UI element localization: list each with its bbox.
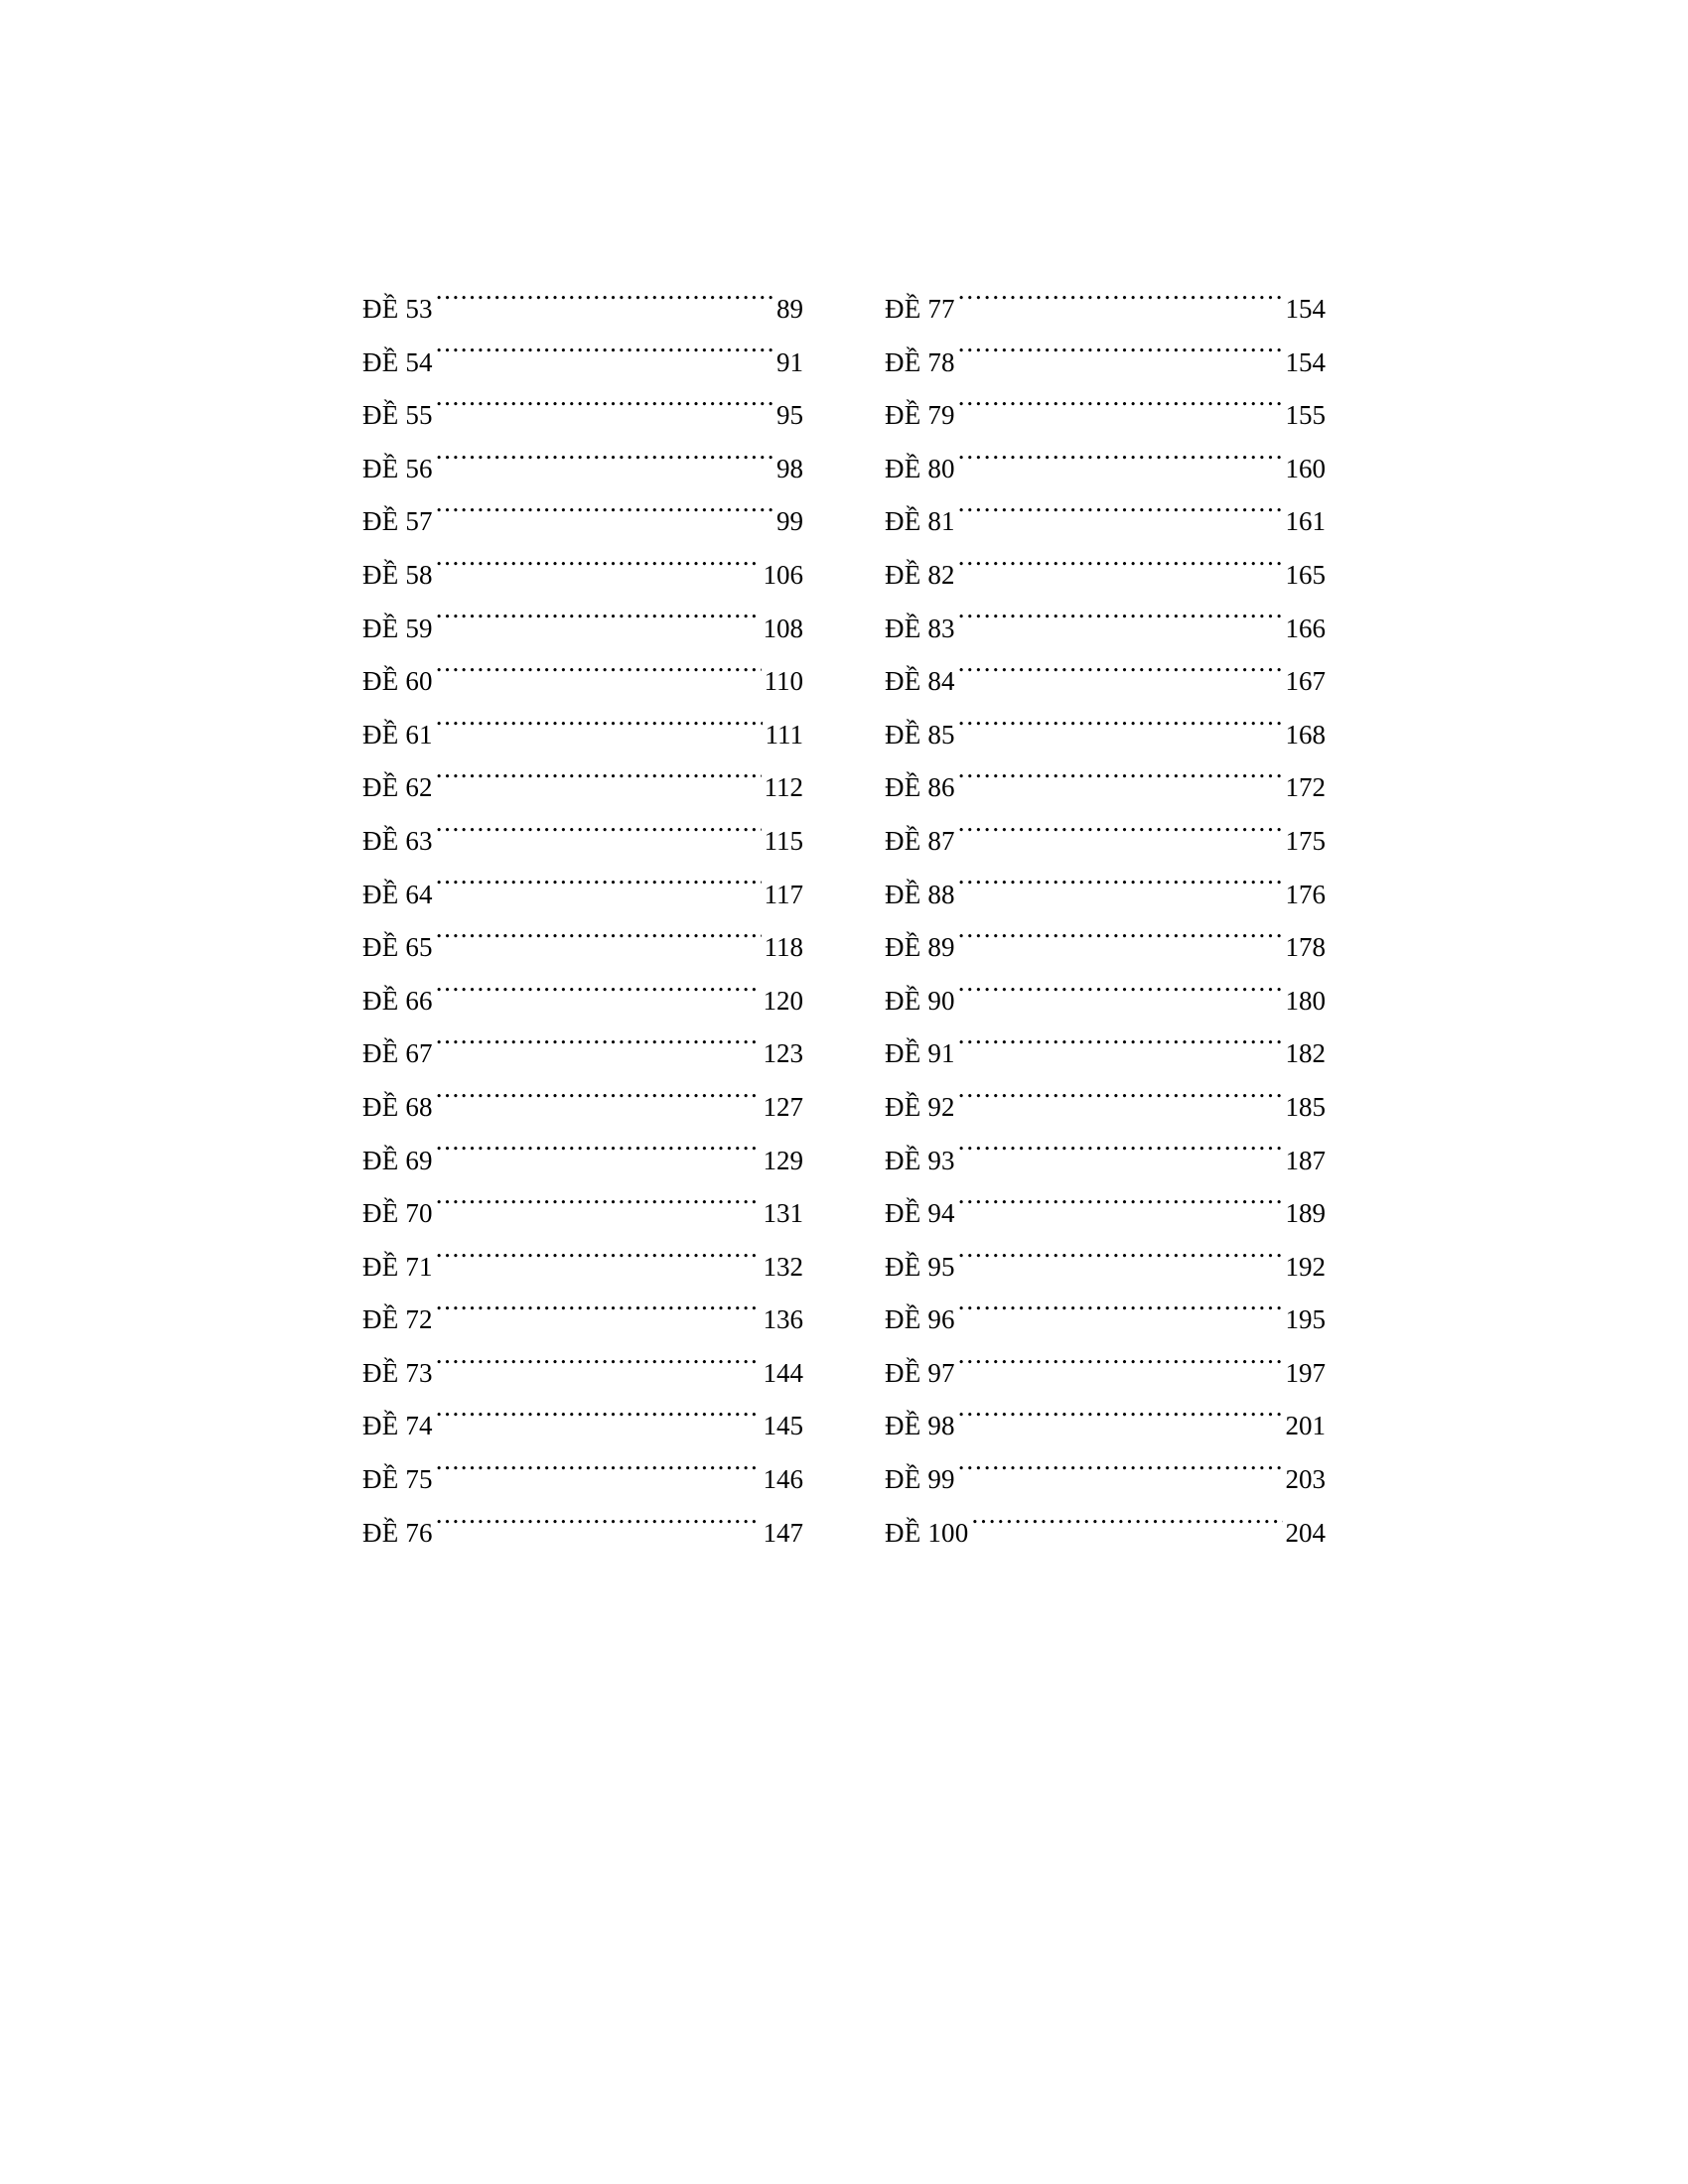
toc-entry[interactable] [362, 709, 803, 762]
toc-entry-page-number: 89 [776, 294, 803, 324]
toc-entry-page-number: 99 [776, 506, 803, 537]
toc-entry-label: ĐỀ 68 [362, 1091, 433, 1122]
toc-entry[interactable] [362, 1241, 803, 1295]
toc-entry-page-number: 180 [1285, 985, 1326, 1016]
toc-leader-dots [436, 344, 774, 371]
toc-entry[interactable] [885, 975, 1326, 1028]
toc-entry-page-number: 195 [1285, 1304, 1326, 1335]
toc-entry[interactable] [885, 1453, 1326, 1507]
toc-entry-label: ĐỀ 67 [362, 1038, 433, 1069]
toc-leader-dots [958, 344, 1283, 371]
toc-leader-dots [958, 769, 1283, 796]
toc-entry-label: ĐỀ 57 [362, 506, 433, 537]
toc-entry-label: ĐỀ 53 [362, 294, 433, 324]
toc-entry[interactable] [362, 603, 803, 656]
toc-entry-label: ĐỀ 84 [885, 666, 955, 697]
toc-entry-page-number: 108 [763, 613, 803, 643]
toc-entry-page-number: 172 [1285, 772, 1326, 803]
toc-entry-label: ĐỀ 59 [362, 613, 433, 643]
toc-entry[interactable] [362, 495, 803, 549]
toc-column-left [362, 283, 803, 1560]
toc-leader-dots [958, 1089, 1283, 1116]
toc-entry-page-number: 110 [764, 666, 803, 697]
toc-entry-page-number: 185 [1285, 1091, 1326, 1122]
table-of-contents [362, 283, 1326, 1560]
toc-leader-dots [958, 877, 1283, 903]
toc-entry-page-number: 166 [1285, 613, 1326, 643]
toc-entry-page-number: 129 [763, 1145, 803, 1175]
toc-entry[interactable] [362, 761, 803, 815]
toc-leader-dots [958, 611, 1283, 637]
toc-leader-dots [436, 983, 761, 1010]
toc-entry[interactable] [362, 1507, 803, 1561]
toc-entry-page-number: 204 [1285, 1517, 1326, 1548]
toc-entry-label: ĐỀ 94 [885, 1198, 955, 1229]
toc-leader-dots [436, 291, 774, 318]
toc-entry-label: ĐỀ 63 [362, 825, 433, 856]
toc-leader-dots [436, 1515, 761, 1542]
toc-entry[interactable] [885, 815, 1326, 869]
toc-entry-page-number: 182 [1285, 1038, 1326, 1069]
toc-entry-page-number: 91 [776, 346, 803, 377]
toc-leader-dots [971, 1515, 1282, 1542]
toc-entry-page-number: 147 [763, 1517, 803, 1548]
toc-entry-label: ĐỀ 74 [362, 1411, 433, 1441]
toc-entry-page-number: 197 [1285, 1357, 1326, 1388]
toc-leader-dots [958, 929, 1283, 956]
toc-entry[interactable] [885, 495, 1326, 549]
toc-entry-label: ĐỀ 77 [885, 294, 955, 324]
toc-leader-dots [436, 1355, 761, 1382]
toc-entry-page-number: 146 [763, 1464, 803, 1495]
toc-entry-page-number: 131 [763, 1198, 803, 1229]
toc-entry-page-number: 112 [764, 772, 803, 803]
toc-entry-page-number: 189 [1285, 1198, 1326, 1229]
toc-entry-page-number: 203 [1285, 1464, 1326, 1495]
toc-entry-label: ĐỀ 64 [362, 879, 433, 909]
toc-entry[interactable] [885, 283, 1326, 337]
toc-entry[interactable] [362, 1135, 803, 1188]
toc-entry-label: ĐỀ 73 [362, 1357, 433, 1388]
toc-entry[interactable] [362, 815, 803, 869]
toc-entry-page-number: 168 [1285, 719, 1326, 750]
toc-entry[interactable] [885, 1347, 1326, 1401]
toc-entry[interactable] [885, 921, 1326, 975]
toc-leader-dots [436, 877, 762, 903]
toc-leader-dots [958, 1143, 1283, 1169]
toc-entry[interactable] [885, 869, 1326, 922]
toc-leader-dots [958, 291, 1283, 318]
toc-entry-page-number: 175 [1285, 825, 1326, 856]
toc-entry[interactable] [885, 655, 1326, 709]
toc-entry-label: ĐỀ 66 [362, 985, 433, 1016]
toc-entry-label: ĐỀ 82 [885, 559, 955, 590]
toc-entry-label: ĐỀ 89 [885, 932, 955, 963]
toc-entry-label: ĐỀ 92 [885, 1091, 955, 1122]
toc-leader-dots [958, 1461, 1283, 1488]
toc-leader-dots [436, 663, 762, 690]
toc-entry-label: ĐỀ 90 [885, 985, 955, 1016]
toc-entry[interactable] [362, 1347, 803, 1401]
toc-entry[interactable] [362, 1187, 803, 1241]
toc-entry-page-number: 192 [1285, 1251, 1326, 1282]
toc-entry[interactable] [885, 761, 1326, 815]
toc-leader-dots [436, 823, 762, 850]
toc-entry-page-number: 115 [764, 825, 803, 856]
toc-entry[interactable] [885, 1081, 1326, 1135]
toc-entry-label: ĐỀ 80 [885, 453, 955, 483]
toc-entry-label: ĐỀ 86 [885, 772, 955, 803]
toc-entry-page-number: 178 [1285, 932, 1326, 963]
toc-column-right [885, 283, 1326, 1560]
toc-entry-label: ĐỀ 55 [362, 400, 433, 431]
toc-entry[interactable] [885, 603, 1326, 656]
toc-leader-dots [436, 1301, 761, 1328]
toc-entry-page-number: 160 [1285, 453, 1326, 483]
toc-entry-label: ĐỀ 96 [885, 1304, 955, 1335]
toc-entry[interactable] [362, 1081, 803, 1135]
toc-entry-page-number: 106 [763, 559, 803, 590]
toc-leader-dots [436, 503, 774, 530]
toc-leader-dots [436, 717, 763, 744]
toc-leader-dots [958, 1195, 1283, 1222]
toc-entry-page-number: 155 [1285, 400, 1326, 431]
toc-entry-label: ĐỀ 83 [885, 613, 955, 643]
toc-entry-page-number: 95 [776, 400, 803, 431]
toc-entry[interactable] [362, 655, 803, 709]
toc-leader-dots [958, 503, 1283, 530]
toc-entry-page-number: 167 [1285, 666, 1326, 697]
toc-entry[interactable] [362, 337, 803, 390]
toc-entry[interactable] [885, 1187, 1326, 1241]
toc-leader-dots [436, 1408, 761, 1434]
toc-entry-page-number: 136 [763, 1304, 803, 1335]
toc-entry[interactable] [362, 1294, 803, 1347]
toc-leader-dots [958, 397, 1283, 424]
toc-leader-dots [958, 451, 1283, 478]
toc-entry[interactable] [362, 549, 803, 603]
toc-entry-label: ĐỀ 91 [885, 1038, 955, 1069]
toc-leader-dots [436, 769, 762, 796]
toc-entry-label: ĐỀ 79 [885, 400, 955, 431]
toc-entry[interactable] [885, 1241, 1326, 1295]
toc-entry-label: ĐỀ 71 [362, 1251, 433, 1282]
toc-entry[interactable] [362, 283, 803, 337]
toc-entry-label: ĐỀ 75 [362, 1464, 433, 1495]
toc-leader-dots [436, 1089, 761, 1116]
toc-entry-label: ĐỀ 62 [362, 772, 433, 803]
toc-leader-dots [436, 397, 774, 424]
toc-entry[interactable] [362, 443, 803, 496]
toc-entry-page-number: 132 [763, 1251, 803, 1282]
toc-entry[interactable] [362, 921, 803, 975]
toc-entry-label: ĐỀ 95 [885, 1251, 955, 1282]
toc-entry-page-number: 111 [765, 719, 803, 750]
toc-entry-page-number: 127 [763, 1091, 803, 1122]
toc-entry-page-number: 176 [1285, 879, 1326, 909]
toc-entry-page-number: 201 [1285, 1411, 1326, 1441]
toc-entry-label: ĐỀ 78 [885, 346, 955, 377]
toc-entry-label: ĐỀ 69 [362, 1145, 433, 1175]
toc-entry-page-number: 161 [1285, 506, 1326, 537]
toc-leader-dots [958, 1249, 1283, 1276]
toc-entry[interactable] [885, 1294, 1326, 1347]
toc-leader-dots [958, 823, 1283, 850]
toc-leader-dots [958, 1355, 1283, 1382]
toc-entry-label: ĐỀ 72 [362, 1304, 433, 1335]
toc-entry-page-number: 154 [1285, 294, 1326, 324]
toc-entry-page-number: 118 [764, 932, 803, 963]
toc-entry[interactable] [885, 1400, 1326, 1453]
toc-leader-dots [436, 451, 774, 478]
toc-leader-dots [958, 663, 1283, 690]
toc-leader-dots [436, 1143, 761, 1169]
toc-entry-label: ĐỀ 70 [362, 1198, 433, 1229]
toc-entry[interactable] [885, 549, 1326, 603]
toc-leader-dots [958, 1301, 1283, 1328]
toc-entry[interactable] [885, 1027, 1326, 1081]
toc-leader-dots [436, 1249, 761, 1276]
toc-entry-label: ĐỀ 97 [885, 1357, 955, 1388]
toc-entry-label: ĐỀ 88 [885, 879, 955, 909]
toc-entry-label: ĐỀ 61 [362, 719, 433, 750]
toc-leader-dots [958, 717, 1283, 744]
toc-leader-dots [436, 1035, 761, 1062]
toc-entry-page-number: 117 [764, 879, 803, 909]
toc-entry-page-number: 144 [763, 1357, 803, 1388]
toc-entry-label: ĐỀ 98 [885, 1411, 955, 1441]
toc-entry-page-number: 98 [776, 453, 803, 483]
toc-leader-dots [436, 1195, 761, 1222]
toc-leader-dots [958, 983, 1283, 1010]
toc-entry[interactable] [362, 1400, 803, 1453]
toc-entry-page-number: 154 [1285, 346, 1326, 377]
toc-entry-page-number: 187 [1285, 1145, 1326, 1175]
toc-entry-label: ĐỀ 85 [885, 719, 955, 750]
toc-entry[interactable] [885, 389, 1326, 443]
toc-entry-label: ĐỀ 93 [885, 1145, 955, 1175]
toc-entry-page-number: 165 [1285, 559, 1326, 590]
toc-entry-label: ĐỀ 100 [885, 1517, 969, 1548]
toc-entry-label: ĐỀ 54 [362, 346, 433, 377]
toc-leader-dots [958, 1408, 1283, 1434]
toc-entry[interactable] [885, 443, 1326, 496]
toc-entry-label: ĐỀ 65 [362, 932, 433, 963]
toc-leader-dots [958, 1035, 1283, 1062]
toc-entry[interactable] [362, 389, 803, 443]
toc-leader-dots [436, 557, 761, 584]
toc-entry-page-number: 120 [763, 985, 803, 1016]
toc-entry[interactable] [362, 975, 803, 1028]
toc-entry[interactable] [362, 869, 803, 922]
toc-leader-dots [436, 611, 761, 637]
toc-entry[interactable] [885, 1135, 1326, 1188]
toc-entry-label: ĐỀ 99 [885, 1464, 955, 1495]
toc-entry-page-number: 145 [763, 1411, 803, 1441]
toc-entry-label: ĐỀ 76 [362, 1517, 433, 1548]
toc-entry[interactable] [362, 1453, 803, 1507]
toc-entry[interactable] [362, 1027, 803, 1081]
toc-entry[interactable] [885, 709, 1326, 762]
toc-entry-label: ĐỀ 87 [885, 825, 955, 856]
toc-leader-dots [436, 1461, 761, 1488]
toc-leader-dots [958, 557, 1283, 584]
toc-leader-dots [436, 929, 762, 956]
toc-entry-label: ĐỀ 58 [362, 559, 433, 590]
toc-entry-label: ĐỀ 56 [362, 453, 433, 483]
toc-entry[interactable] [885, 337, 1326, 390]
toc-entry[interactable] [885, 1507, 1326, 1561]
toc-entry-label: ĐỀ 81 [885, 506, 955, 537]
toc-entry-label: ĐỀ 60 [362, 666, 433, 697]
toc-entry-page-number: 123 [763, 1038, 803, 1069]
